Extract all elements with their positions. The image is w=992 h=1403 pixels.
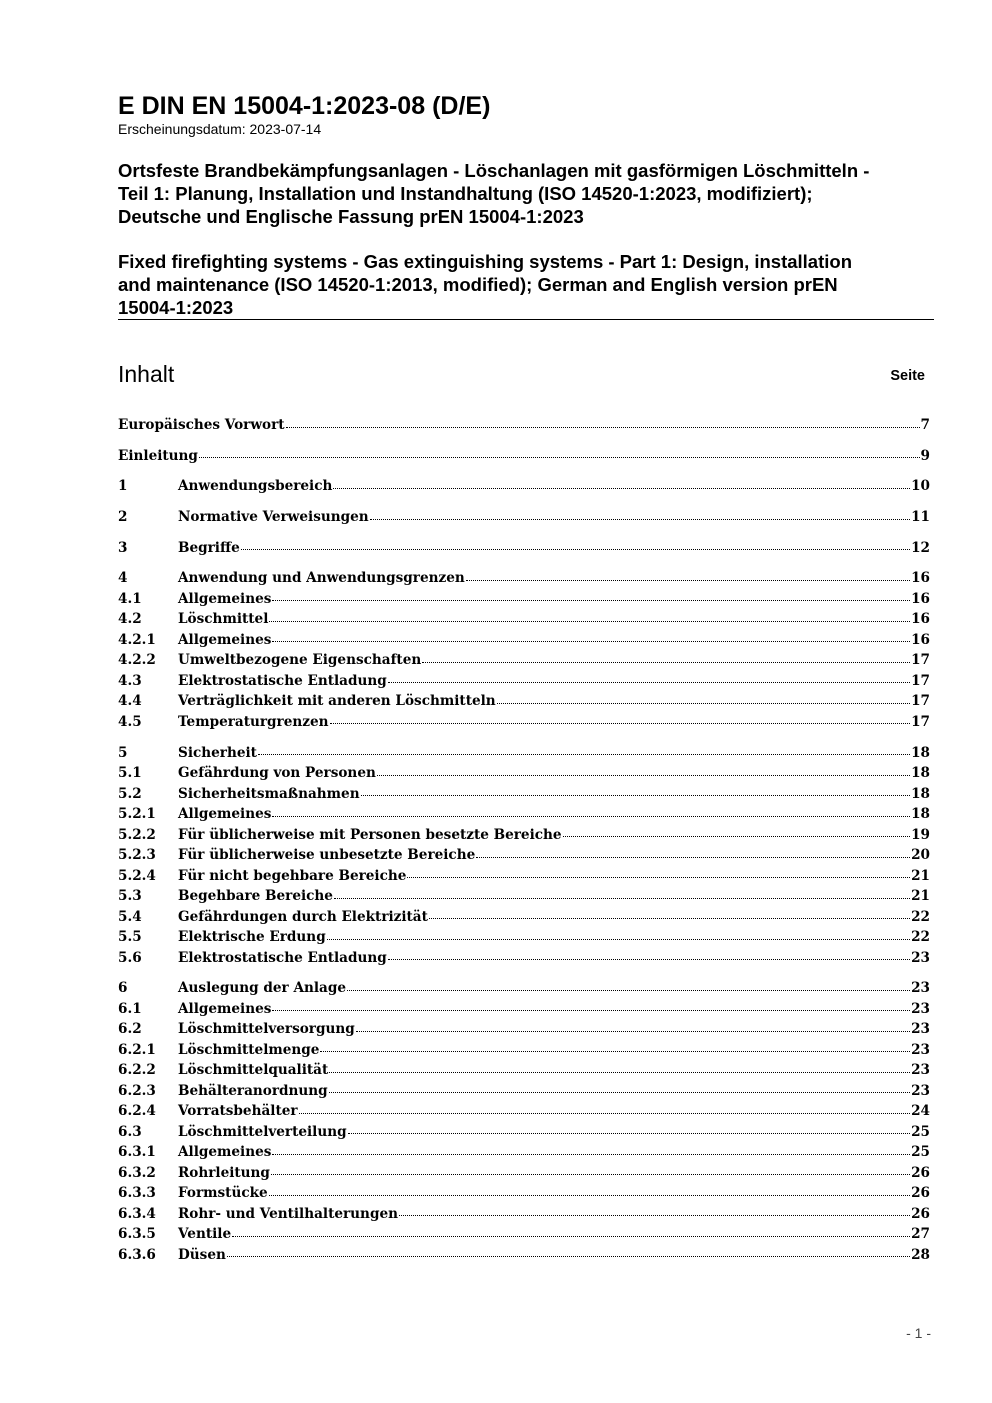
toc-entry-number: 5.1	[118, 765, 142, 782]
toc-entry-page: 18	[911, 765, 930, 782]
toc-entry-page: 23	[911, 1082, 930, 1099]
toc-entry-number: 4.4	[118, 693, 142, 710]
toc-dot-leader	[299, 1112, 911, 1114]
toc-entry-title: Allgemeines	[178, 1144, 272, 1161]
toc-entry[interactable]	[118, 886, 930, 907]
toc-entry-page: 23	[911, 1000, 930, 1017]
toc-entry[interactable]	[118, 978, 930, 999]
toc-entry-page: 17	[911, 652, 930, 669]
toc-entry-title: Für üblicherweise mit Personen besetzte Bereiche	[178, 826, 562, 843]
toc-entry[interactable]	[118, 866, 930, 887]
toc-entry-number: 5.2.1	[118, 806, 156, 823]
toc-entry-page: 24	[911, 1103, 930, 1120]
toc-entry-page: 22	[911, 908, 930, 925]
toc-entry-number: 6.3.3	[118, 1185, 156, 1202]
toc-dot-leader	[327, 938, 910, 940]
toc-dot-leader	[272, 1009, 910, 1011]
toc-entry[interactable]	[118, 1183, 930, 1204]
page-number: - 1 -	[906, 1325, 931, 1341]
toc-entry-title: Rohr- und Ventilhalterungen	[178, 1205, 398, 1222]
toc-entry-title: Allgemeines	[178, 1000, 272, 1017]
toc-dot-leader	[272, 1153, 910, 1155]
toc-entry[interactable]	[118, 415, 930, 436]
toc-entry-number: 4.1	[118, 590, 142, 607]
toc-entry-number: 6.2.1	[118, 1041, 156, 1058]
toc-entry-title: Allgemeines	[178, 631, 272, 648]
toc-dot-leader	[399, 1214, 910, 1216]
toc-entry-number: 6.3.4	[118, 1205, 156, 1222]
toc-dot-leader	[333, 487, 910, 489]
toc-entry[interactable]	[118, 763, 930, 784]
toc-entry-page: 17	[911, 693, 930, 710]
toc-entry-title: Elektrostatische Entladung	[178, 949, 387, 966]
toc-entry-number: 4.2	[118, 611, 142, 628]
toc-entry[interactable]	[118, 1142, 930, 1163]
toc-entry[interactable]	[118, 1081, 930, 1102]
toc-entry-title: Anwendung und Anwendungsgrenzen	[178, 570, 465, 587]
toc-entry-page: 20	[911, 847, 930, 864]
title-english-line: Fixed firefighting systems - Gas extinguishing systems - Part 1: Design, installation	[118, 251, 853, 272]
title-german-line: Ortsfeste Brandbekämpfungsanlagen - Löschanlagen mit gasförmigen Löschmitteln -	[118, 160, 870, 181]
toc-entry-number: 5.4	[118, 908, 142, 925]
table-of-contents	[118, 415, 930, 1265]
toc-entry-title: Löschmittelmenge	[178, 1041, 320, 1058]
title-german-line: Deutsche und Englische Fassung prEN 15004-1:2023	[118, 206, 584, 227]
toc-entry-number: 6.3.2	[118, 1164, 156, 1181]
toc-entry-page: 18	[911, 785, 930, 802]
toc-entry-page: 17	[911, 713, 930, 730]
toc-entry-page: 17	[911, 672, 930, 689]
toc-entry-title: Für nicht begehbare Bereiche	[178, 867, 407, 884]
title-german-line: Teil 1: Planung, Installation und Instandhaltung (ISO 14520-1:2023, modifiziert);	[118, 183, 813, 204]
toc-entry-number: 6.2.2	[118, 1062, 156, 1079]
toc-entry[interactable]	[118, 1204, 930, 1225]
toc-entry-number: 6.2	[118, 1021, 142, 1038]
toc-entry-title: Allgemeines	[178, 806, 272, 823]
toc-entry-title: Behälteranordnung	[178, 1082, 328, 1099]
toc-entry-number: 5	[118, 744, 128, 761]
toc-dot-leader	[286, 426, 920, 428]
toc-entry-title: Umweltbezogene Eigenschaften	[178, 652, 422, 669]
title-english-line: 15004-1:2023	[118, 297, 234, 318]
toc-entry-title: Begriffe	[178, 539, 240, 556]
toc-entry-title: Löschmittel	[178, 611, 269, 628]
toc-entry-title: Elektrostatische Entladung	[178, 672, 387, 689]
toc-dot-leader	[199, 456, 920, 458]
toc-entry-page: 9	[920, 447, 930, 464]
toc-dot-leader	[227, 1255, 910, 1257]
toc-entry-number: 6	[118, 980, 128, 997]
toc-dot-leader	[388, 958, 910, 960]
toc-entry-title: Einleitung	[118, 447, 198, 464]
toc-entry[interactable]	[118, 650, 930, 671]
toc-entry-title: Sicherheitsmaßnahmen	[178, 785, 360, 802]
toc-entry-page: 28	[911, 1246, 930, 1263]
toc-entry-title: Europäisches Vorwort	[118, 417, 285, 433]
toc-entry-page: 18	[911, 806, 930, 823]
toc-dot-leader	[348, 1132, 910, 1134]
toc-entry-title: Gefährdung von Personen	[178, 765, 376, 782]
toc-entry-page: 25	[911, 1123, 930, 1140]
toc-entry-number: 5.5	[118, 929, 142, 946]
toc-dot-leader	[466, 579, 910, 581]
toc-entry-title: Begehbare Bereiche	[178, 888, 333, 905]
toc-entry-number: 4.3	[118, 672, 142, 689]
toc-dot-leader	[563, 835, 911, 837]
toc-dot-leader	[241, 548, 910, 550]
toc-entry[interactable]	[118, 1163, 930, 1184]
toc-dot-leader	[232, 1235, 910, 1237]
toc-heading: Inhalt	[118, 361, 175, 387]
toc-entry-title: Formstücke	[178, 1185, 268, 1202]
toc-entry-number: 5.2.2	[118, 826, 156, 843]
toc-entry[interactable]	[118, 907, 930, 928]
toc-entry-page: 21	[911, 888, 930, 905]
toc-entry-number: 5.2	[118, 785, 142, 802]
toc-entry-number: 6.3.6	[118, 1246, 156, 1263]
toc-dot-leader	[422, 661, 910, 663]
toc-entry-title: Gefährdungen durch Elektrizität	[178, 908, 428, 925]
toc-entry-title: Ventile	[178, 1226, 232, 1243]
toc-entry-number: 6.1	[118, 1000, 142, 1017]
toc-dot-leader	[388, 681, 910, 683]
toc-entry-number: 4.5	[118, 713, 142, 730]
toc-entry-number: 5.3	[118, 888, 142, 905]
toc-entry-title: Düsen	[178, 1246, 226, 1263]
toc-entry-page: 7	[920, 417, 930, 433]
toc-entry-number: 6.2.4	[118, 1103, 156, 1120]
toc-entry-number: 3	[118, 539, 128, 556]
toc-entry-page: 16	[911, 631, 930, 648]
title-german	[118, 159, 938, 228]
toc-entry[interactable]	[118, 948, 930, 969]
toc-entry-number: 5.6	[118, 949, 142, 966]
toc-entry-page: 23	[911, 980, 930, 997]
toc-entry[interactable]	[118, 1245, 930, 1266]
toc-entry[interactable]	[118, 1224, 930, 1245]
toc-dot-leader	[330, 722, 911, 724]
toc-entry[interactable]	[118, 476, 930, 497]
toc-entry-page: 25	[911, 1144, 930, 1161]
toc-entry-page: 27	[911, 1226, 930, 1243]
toc-entry-title: Löschmittelverteilung	[178, 1123, 347, 1140]
title-divider	[118, 319, 934, 320]
toc-entry[interactable]	[118, 446, 930, 467]
toc-entry[interactable]	[118, 784, 930, 805]
toc-dot-leader	[476, 856, 910, 858]
toc-dot-leader	[370, 518, 910, 520]
toc-entry-title: Vorratsbehälter	[178, 1103, 298, 1120]
toc-dot-leader	[361, 794, 910, 796]
toc-dot-leader	[377, 774, 910, 776]
title-english	[118, 250, 938, 319]
toc-entry[interactable]	[118, 999, 930, 1020]
toc-dot-leader	[347, 989, 910, 991]
toc-entry-page: 26	[911, 1164, 930, 1181]
toc-entry-number: 6.2.3	[118, 1082, 156, 1099]
toc-entry-page: 18	[911, 744, 930, 761]
toc-dot-leader	[271, 1173, 910, 1175]
toc-entry[interactable]	[118, 804, 930, 825]
toc-entry-title: Rohrleitung	[178, 1164, 270, 1181]
toc-entry-page: 16	[911, 590, 930, 607]
toc-entry-page: 10	[911, 478, 930, 495]
toc-page-label: Seite	[890, 368, 925, 384]
toc-entry-title: Temperaturgrenzen	[178, 713, 329, 730]
toc-entry[interactable]	[118, 1122, 930, 1143]
toc-entry[interactable]	[118, 630, 930, 651]
toc-entry-title: Allgemeines	[178, 590, 272, 607]
toc-entry-page: 23	[911, 1041, 930, 1058]
toc-entry[interactable]	[118, 1101, 930, 1122]
toc-entry-title: Normative Verweisungen	[178, 509, 369, 526]
toc-entry-page: 19	[911, 826, 930, 843]
toc-entry-title: Löschmittelversorgung	[178, 1021, 355, 1038]
toc-entry[interactable]	[118, 538, 930, 559]
toc-entry-page: 26	[911, 1185, 930, 1202]
toc-entry[interactable]	[118, 845, 930, 866]
toc-entry-title: Sicherheit	[178, 744, 257, 761]
toc-entry-page: 23	[911, 949, 930, 966]
toc-entry[interactable]	[118, 589, 930, 610]
toc-entry[interactable]	[118, 691, 930, 712]
toc-entry[interactable]	[118, 609, 930, 630]
toc-entry[interactable]	[118, 568, 930, 589]
toc-entry-page: 26	[911, 1205, 930, 1222]
toc-entry[interactable]	[118, 927, 930, 948]
publication-date: Erscheinungsdatum: 2023-07-14	[118, 121, 322, 137]
toc-entry-page: 11	[911, 509, 930, 526]
toc-entry-page: 12	[911, 539, 930, 556]
toc-entry-page: 21	[911, 867, 930, 884]
toc-dot-leader	[407, 876, 910, 878]
toc-entry[interactable]	[118, 712, 930, 733]
toc-dot-leader	[329, 1071, 910, 1073]
toc-entry-title: Auslegung der Anlage	[178, 980, 347, 997]
toc-entry[interactable]	[118, 1060, 930, 1081]
toc-entry-number: 6.3	[118, 1123, 142, 1140]
toc-dot-leader	[269, 620, 910, 622]
toc-dot-leader	[429, 917, 910, 919]
toc-entry-page: 16	[911, 570, 930, 587]
title-english-line: and maintenance (ISO 14520-1:2013, modified); German and English version prEN	[118, 274, 838, 295]
toc-entry-number: 2	[118, 509, 128, 526]
toc-dot-leader	[334, 897, 910, 899]
toc-entry[interactable]	[118, 1019, 930, 1040]
toc-entry-number: 4	[118, 570, 128, 587]
toc-entry[interactable]	[118, 671, 930, 692]
toc-entry-title: Verträglichkeit mit anderen Löschmitteln	[178, 693, 496, 710]
toc-entry-page: 22	[911, 929, 930, 946]
toc-entry-number: 6.3.5	[118, 1226, 156, 1243]
toc-dot-leader	[356, 1030, 910, 1032]
toc-entry-title: Für üblicherweise unbesetzte Bereiche	[178, 847, 476, 864]
toc-entry-page: 23	[911, 1062, 930, 1079]
toc-entry[interactable]	[118, 743, 930, 764]
toc-entry-title: Anwendungsbereich	[178, 478, 333, 495]
toc-entry-title: Löschmittelqualität	[178, 1062, 329, 1079]
toc-entry-number: 5.2.3	[118, 847, 156, 864]
toc-entry-number: 4.2.1	[118, 631, 156, 648]
toc-entry[interactable]	[118, 507, 930, 528]
toc-dot-leader	[329, 1091, 910, 1093]
toc-entry-page: 23	[911, 1021, 930, 1038]
toc-entry-page: 16	[911, 611, 930, 628]
toc-dot-leader	[258, 753, 910, 755]
toc-dot-leader	[269, 1194, 910, 1196]
toc-entry-number: 6.3.1	[118, 1144, 156, 1161]
toc-dot-leader	[272, 640, 910, 642]
toc-dot-leader	[320, 1050, 910, 1052]
toc-entry[interactable]	[118, 1040, 930, 1061]
toc-dot-leader	[272, 815, 910, 817]
toc-entry[interactable]	[118, 825, 930, 846]
toc-entry-number: 1	[118, 478, 128, 495]
toc-dot-leader	[272, 599, 910, 601]
document-id: E DIN EN 15004-1:2023-08 (D/E)	[118, 92, 491, 120]
toc-dot-leader	[497, 702, 910, 704]
toc-entry-number: 5.2.4	[118, 867, 156, 884]
toc-entry-title: Elektrische Erdung	[178, 929, 326, 946]
toc-entry-number: 4.2.2	[118, 652, 156, 669]
